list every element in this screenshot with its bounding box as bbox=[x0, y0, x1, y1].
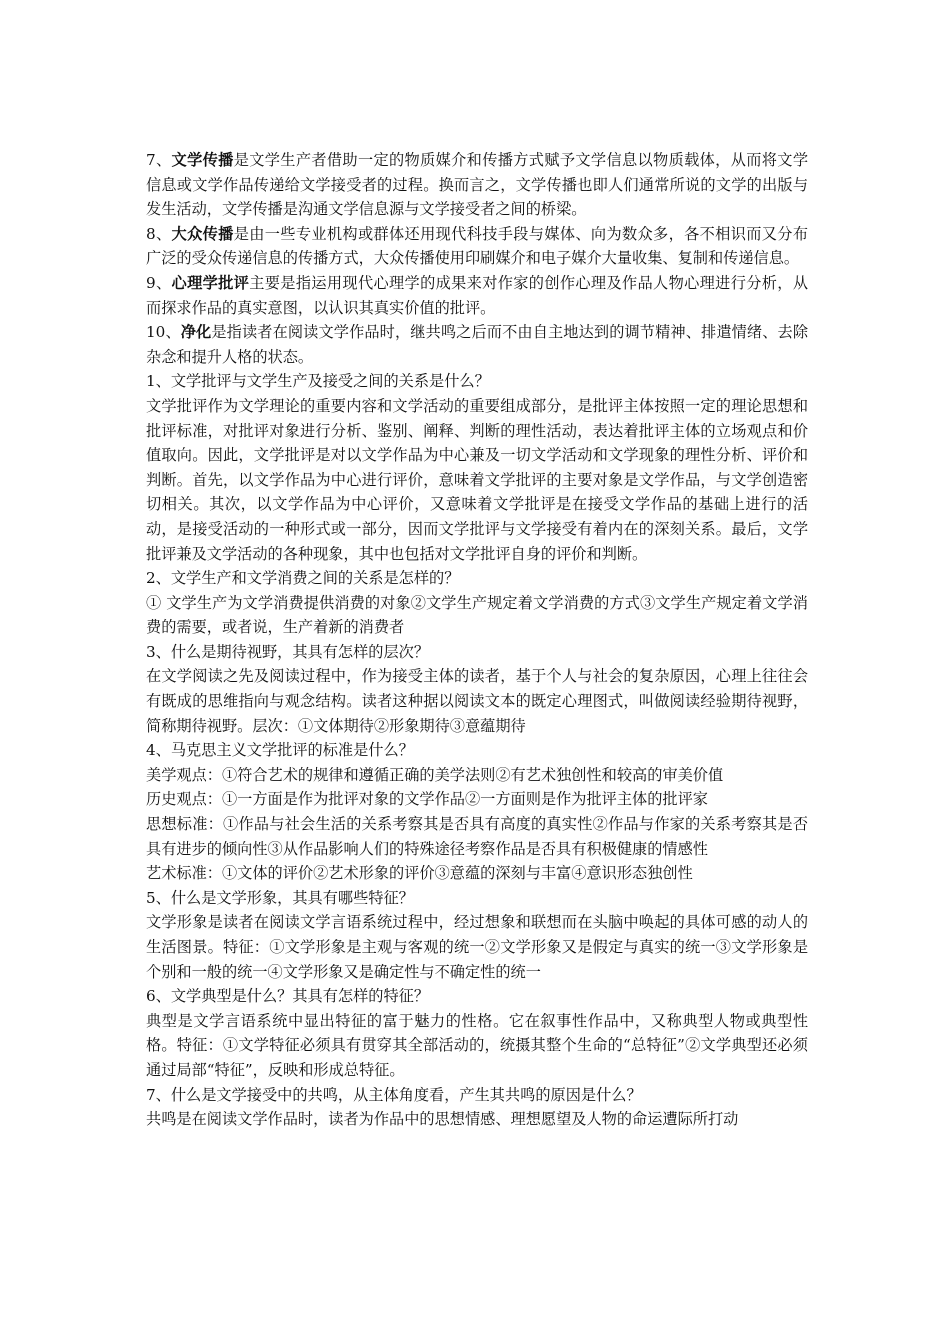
definition-10 bbox=[146, 320, 808, 369]
definitions-section bbox=[146, 148, 808, 369]
definition-text: 是文学生产者借助一定的物质媒介和传播方式赋予文学信息以物质载体，从而将文学信息或文学作品传递给文学接受者的过程。换而言之，文学传播也即人们通常所说的文学的出版与发生活动，文学传播是沟通文学信息源与文学接受者之间的桥梁。 bbox=[146, 151, 809, 219]
definition-number: 9、 bbox=[146, 273, 172, 292]
question-7: 7、什么是文学接受中的共鸣，从主体角度看，产生其共鸣的原因是什么？ bbox=[146, 1085, 642, 1104]
definition-text: 是指读者在阅读文学作品时，继共鸣之后而不由自主地达到的调节精神、排遣情绪、去除杂念和提升人格的状态。 bbox=[146, 323, 809, 366]
definition-term: 净化 bbox=[180, 323, 212, 342]
definition-9 bbox=[146, 271, 808, 320]
answer-7: 共鸣是在阅读文学作品时，读者为作品中的思想情感、理想愿望及人物的命运遭际所打动 bbox=[146, 1110, 739, 1129]
definition-number: 10、 bbox=[146, 323, 181, 342]
answer-6: 典型是文学言语系统中显出特征的富于魅力的性格。它在叙事性作品中，又称典型人物或典型性格。特征：①文学特征必须具有贯穿其全部活动的，统摄其整个生命的“总特征”②文学典型还必须通过局部“特征”，反映和形成总特征。 bbox=[146, 1011, 808, 1079]
definition-term: 心理学批评 bbox=[171, 273, 250, 292]
question-2: 2、文学生产和文学消费之间的关系是怎样的？ bbox=[146, 569, 460, 588]
answer-3: 在文学阅读之先及阅读过程中，作为接受主体的读者，基于个人与社会的复杂原因，心理上往往会有既成的思维指向与观念结构。读者这种据以阅读文本的既定心理图式，叫做阅读经验期待视野，简称期待视野。层次：①文体期待②形象期待③意蕴期待 bbox=[146, 667, 808, 735]
definition-term: 大众传播 bbox=[171, 224, 234, 243]
qa-section bbox=[146, 369, 808, 1131]
answer-4-artistic: 艺术标准：①文体的评价②艺术形象的评价③意蕴的深刻与丰富④意识形态独创性 bbox=[146, 864, 693, 883]
answer-2: ① 文学生产为文学消费提供消费的对象②文学生产规定着文学消费的方式③文学生产规定着文学消费的需要，或者说，生产着新的消费者 bbox=[146, 593, 808, 637]
document-page bbox=[146, 148, 808, 1132]
definition-7 bbox=[146, 148, 808, 222]
question-3: 3、什么是期待视野，其具有怎样的层次？ bbox=[146, 642, 430, 661]
answer-1: 文学批评作为文学理论的重要内容和文学活动的重要组成部分，是批评主体按照一定的理论思想和批评标准，对批评对象进行分析、鉴别、阐释、判断的理性活动，表达着批评主体的立场观点和价值取向。因此，文学批评是对以文学作品为中心兼及一切文学活动和文学现象的理性分析、评价和判断。首先，以文学作品为中心进行评价，意味着文学批评的主要对象是文学作品，与文学创造密切相关。其次，以文学作品为中心评价，又意味着文学批评是在接受文学作品的基础上进行的活动，是接受活动的一种形式或一部分，因而文学批评与文学接受有着内在的深刻关系。最后，文学批评兼及文学活动的各种现象，其中也包括对文学批评自身的评价和判断。 bbox=[146, 396, 808, 563]
question-1: 1、文学批评与文学生产及接受之间的关系是什么？ bbox=[146, 372, 490, 391]
answer-5: 文学形象是读者在阅读文学言语系统过程中，经过想象和联想而在头脑中唤起的具体可感的动人的生活图景。特征：①文学形象是主观与客观的统一②文学形象又是假定与真实的统一③文学形象是个别和一般的统一④文学形象又是确定性与不确定性的统一 bbox=[146, 913, 808, 981]
definition-term: 文学传播 bbox=[171, 151, 234, 169]
definition-text: 主要是指运用现代心理学的成果来对作家的创作心理及作品人物心理进行分析，从而探求作品的真实意图，以认识其真实价值的批评。 bbox=[146, 273, 809, 317]
answer-4-aesthetic: 美学观点：①符合艺术的规律和遵循正确的美学法则②有艺术独创性和较高的审美价值 bbox=[146, 765, 724, 784]
definition-number: 7、 bbox=[146, 151, 172, 169]
definition-text: 是由一些专业机构或群体还用现代科技手段与媒体、向为数众多，各不相识而又分布广泛的受众传递信息的传播方式，大众传播使用印刷媒介和电子媒介大量收集、复制和传递信息。 bbox=[146, 224, 809, 268]
answer-4-ideological: 思想标准：①作品与社会生活的关系考察其是否具有高度的真实性②作品与作家的关系考察其是否具有进步的倾向性③从作品影响人们的特殊途径考察作品是否具有积极健康的情感性 bbox=[146, 815, 808, 858]
answer-4-historical: 历史观点：①一方面是作为批评对象的文学作品②一方面则是作为批评主体的批评家 bbox=[146, 790, 708, 809]
definition-8 bbox=[146, 222, 808, 271]
question-4: 4、马克思主义文学批评的标准是什么？ bbox=[146, 741, 414, 760]
question-6: 6、文学典型是什么？其具有怎样的特征？ bbox=[146, 987, 430, 1006]
question-5: 5、什么是文学形象，其具有哪些特征？ bbox=[146, 888, 414, 907]
definition-number: 8、 bbox=[146, 224, 172, 243]
